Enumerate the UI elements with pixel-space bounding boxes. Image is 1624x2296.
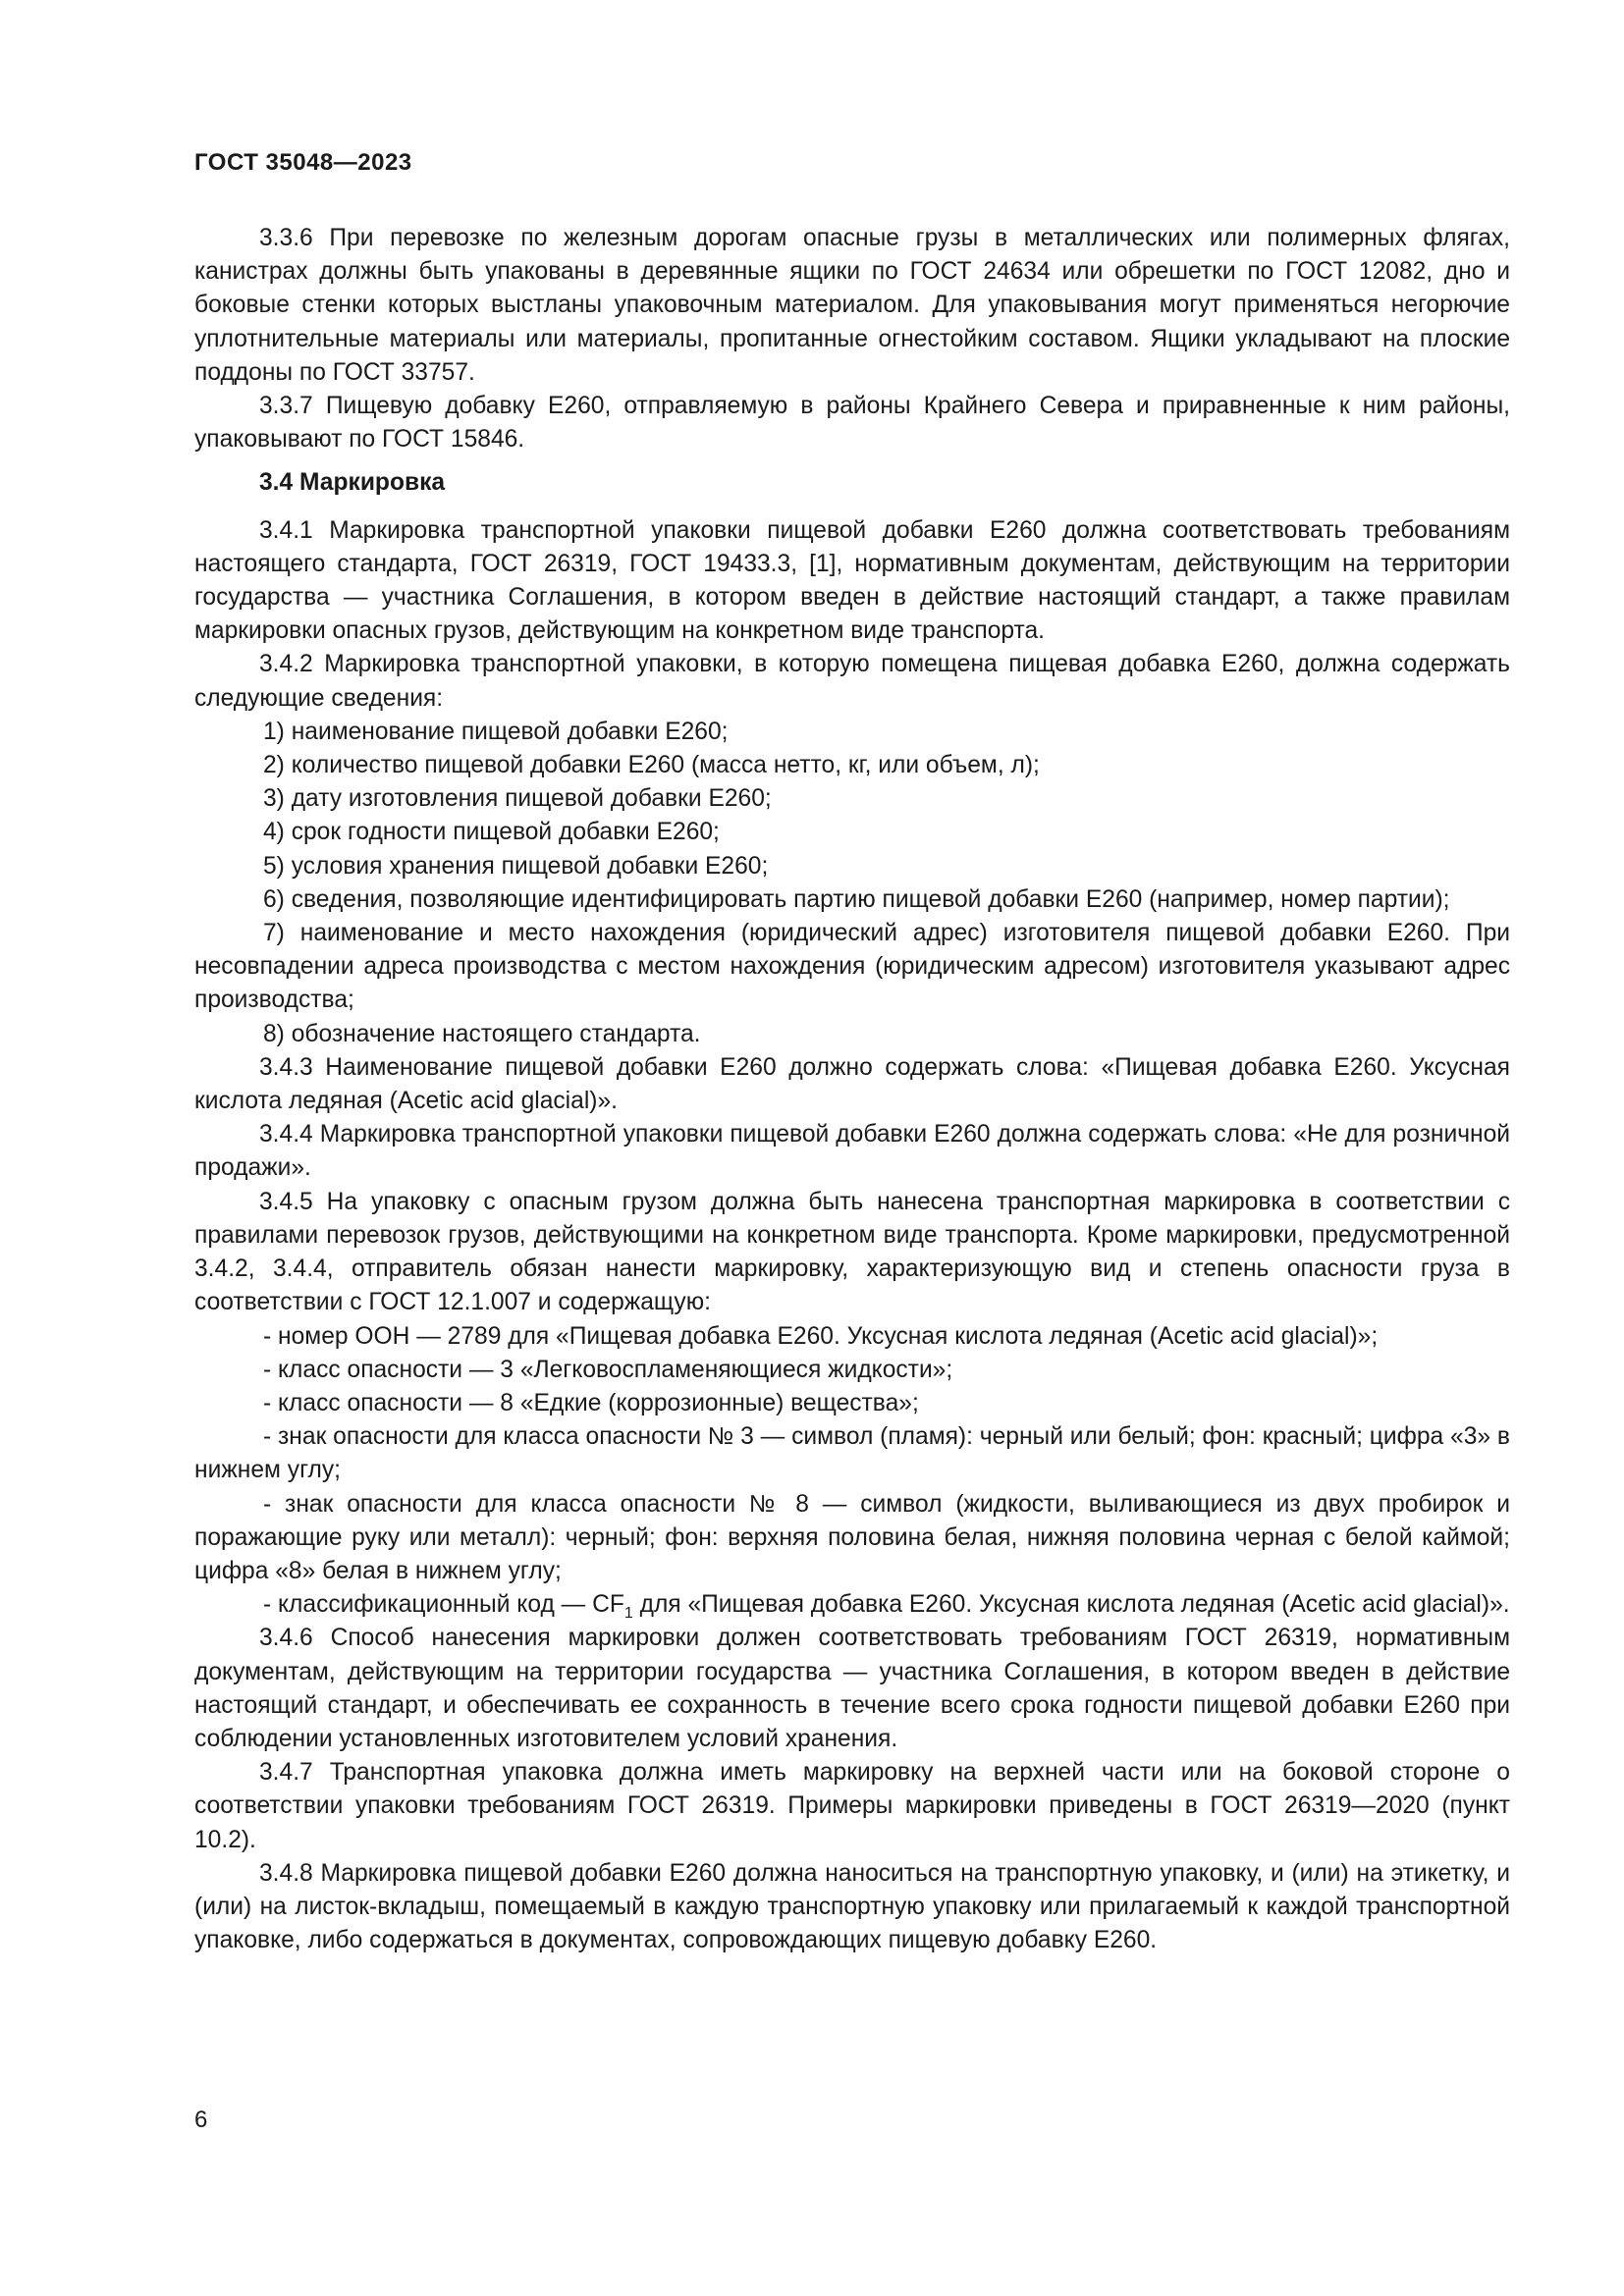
paragraph-3-4-6: 3.4.6 Способ нанесения маркировки должен соответствовать требованиям ГОСТ 26319, нормативным документам, действующим на территории государства — участника Соглашения, в котором введен в действие настоящий стандарт, и обеспечивать ее сохранность в течение всего срока годности пищевой добавки Е260 при соблюдении установленных изготовителем условий хранения.: [194, 1625, 1510, 1752]
paragraph-3-3-7: 3.3.7 Пищевую добавку Е260, отправляемую в районы Крайнего Севера и приравненные к ним районы, упаковывают по ГОСТ 15846.: [194, 393, 1510, 454]
dash-item-un-number: - номер ООН — 2789 для «Пищевая добавка Е260. Уксусная кислота ледяная (Acetic acid glacial)»;: [263, 1322, 1379, 1350]
list-item-7: 7) наименование и место нахождения (юридический адрес) изготовителя пищевой добавки Е260. При несовпадении адреса производства с местом нахождения (юридическим адресом) изготовителя указывают адрес производства;: [194, 920, 1510, 1014]
page-number: 6: [194, 2107, 208, 2133]
page-body: [194, 222, 1510, 1957]
classification-code-subscript: 1: [623, 1605, 633, 1623]
list-item-4: 4) срок годности пищевой добавки Е260;: [263, 819, 720, 846]
paragraph-3-4-2: 3.4.2 Маркировка транспортной упаковки, в которую помещена пищевая добавка Е260, должна содержать следующие сведения:: [194, 651, 1510, 712]
classification-code-tail: для «Пищевая добавка Е260. Уксусная кислота ледяная (Acetic acid glacial)».: [632, 1591, 1510, 1619]
document-header: ГОСТ 35048—2023: [194, 149, 412, 176]
paragraph-3-4-5: 3.4.5 На упаковку с опасным грузом должна быть нанесена транспортная маркировка в соответствии с правилами перевозок грузов, действующими на конкретном виде транспорта. Кроме маркировки, предусмотренной 3.4.2, 3.4.4, отправитель обязан нанести маркировку, характеризующую вид и степень опасности груза в соответствии с ГОСТ 12.1.007 и содержащую:: [194, 1188, 1510, 1316]
dash-item-sign-class-3: - знак опасности для класса опасности № 3 — символ (пламя): черный или белый; фон: красный; цифра «3» в нижнем углу;: [194, 1423, 1510, 1484]
list-item-2: 2) количество пищевой добавки Е260 (масса нетто, кг, или объем, л);: [263, 752, 1040, 779]
dash-item-class-3: - класс опасности — 3 «Легковоспламеняющиеся жидкости»;: [263, 1356, 953, 1383]
paragraph-3-4-7: 3.4.7 Транспортная упаковка должна иметь маркировку на верхней части или на боковой стороне о соответствии упаковки требованиям ГОСТ 26319. Примеры маркировки приведены в ГОСТ 26319—2020 (пункт 10.2).: [194, 1759, 1510, 1853]
paragraph-3-4-3: 3.4.3 Наименование пищевой добавки Е260 должно содержать слова: «Пищевая добавка Е260. Уксусная кислота ледяная (Acetic acid glacial)».: [194, 1053, 1510, 1115]
paragraph-3-4-8: 3.4.8 Маркировка пищевой добавки Е260 должна наноситься на транспортную упаковку, и (или) на этикетку, и (или) на листок-вкладыш, помещаемый в каждую транспортную упаковку или прилагаемый к каждой транспортной упаковке, либо содержаться в документах, сопровождающих пищевую добавку Е260.: [194, 1859, 1510, 1954]
dash-item-sign-class-8: - знак опасности для класса опасности № 8 — символ (жидкости, выливающиеся из двух пробирок и поражающие руку или металл): черный; фон: верхняя половина белая, нижняя половина черная с белой каймой; цифра «8» белая в нижнем углу;: [194, 1490, 1510, 1584]
paragraph-3-4-4: 3.4.4 Маркировка транспортной упаковки пищевой добавки Е260 должна содержать слова: «Не для розничной продажи».: [194, 1121, 1510, 1182]
paragraph-3-3-6: 3.3.6 При перевозке по железным дорогам опасные грузы в металлических или полимерных флягах, канистрах должны быть упакованы в деревянные ящики по ГОСТ 24634 или обрешетки по ГОСТ 12082, дно и боковые стенки которых выстланы упаковочным материалом. Для упаковывания могут применяться негорючие уплотнительные материалы или материалы, пропитанные огнестойким составом. Ящики укладывают на плоские поддоны по ГОСТ 33757.: [194, 225, 1510, 386]
dash-item-classification-code: [194, 1588, 1510, 1622]
list-item-6: 6) сведения, позволяющие идентифицировать партию пищевой добавки Е260 (например, номер партии);: [263, 885, 1450, 913]
paragraph-3-4-1: 3.4.1 Маркировка транспортной упаковки пищевой добавки Е260 должна соответствовать требованиям настоящего стандарта, ГОСТ 26319, ГОСТ 19433.3, [1], нормативным документам, действующим на территории государства — участника Соглашения, в котором введен в действие настоящий стандарт, а также правилам маркировки опасных грузов, действующим на конкретном виде транспорта.: [194, 516, 1510, 645]
list-item-3: 3) дату изготовления пищевой добавки Е260;: [263, 785, 772, 813]
list-item-8: 8) обозначение настоящего стандарта.: [263, 1020, 701, 1047]
dash-item-class-8: - класс опасности — 8 «Едкие (коррозионные) вещества»;: [263, 1389, 919, 1416]
list-item-5: 5) условия хранения пищевой добавки Е260;: [263, 852, 769, 880]
section-heading-3-4: 3.4 Маркировка: [259, 469, 446, 497]
list-item-1: 1) наименование пищевой добавки Е260;: [263, 718, 729, 745]
classification-code-text: - классификационный код — CF: [263, 1591, 624, 1619]
